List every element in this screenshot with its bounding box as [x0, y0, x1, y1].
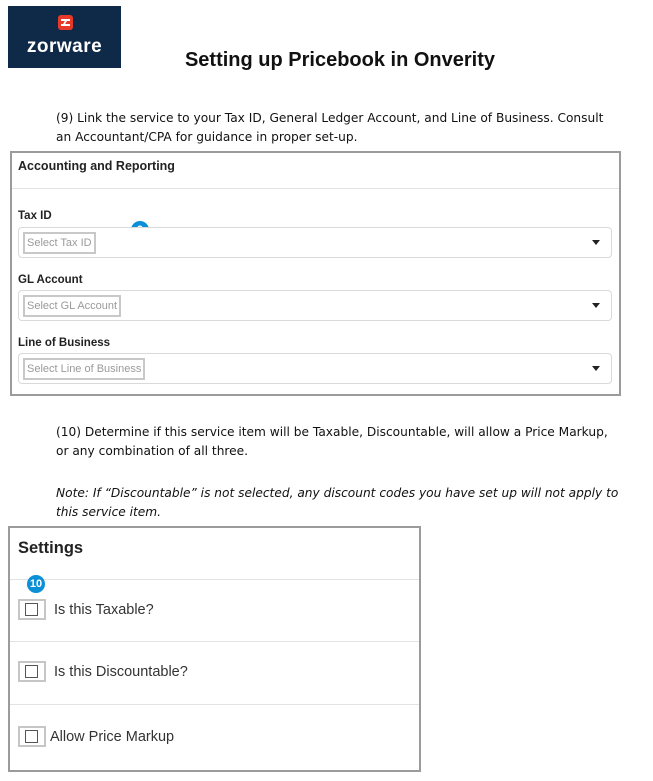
row-divider — [10, 704, 419, 705]
line-of-business-placeholder: Select Line of Business — [23, 358, 145, 380]
taxable-checkbox[interactable] — [18, 599, 46, 620]
tax-id-select[interactable] — [18, 227, 612, 258]
line-of-business-select[interactable] — [18, 353, 612, 384]
caret-down-icon[interactable] — [592, 366, 600, 371]
price-markup-label: Allow Price Markup — [50, 729, 175, 745]
taxable-label: Is this Taxable? — [54, 602, 154, 618]
row-divider — [10, 641, 419, 642]
discountable-label: Is this Discountable? — [54, 664, 188, 680]
gl-account-select[interactable] — [18, 290, 612, 321]
tax-id-label: Tax ID — [18, 210, 52, 222]
line-of-business-label: Line of Business — [18, 337, 111, 349]
checkbox-icon — [25, 730, 38, 743]
zorware-logo-icon — [58, 15, 73, 30]
accounting-heading: Accounting and Reporting — [12, 153, 619, 189]
document-title: Setting up Pricebook in Onverity — [184, 49, 496, 71]
step-9-instructions: (9) Link the service to your Tax ID, General Ledger Account, and Line of Business. Consult an Accountant/CPA for guidance in proper set-up. — [56, 111, 604, 144]
settings-panel — [8, 526, 421, 772]
accounting-reporting-panel — [10, 151, 621, 396]
settings-heading: Settings — [10, 528, 419, 580]
checkbox-icon — [25, 665, 38, 678]
checkbox-icon — [25, 603, 38, 616]
tax-id-placeholder: Select Tax ID — [23, 232, 96, 254]
zorware-logo — [8, 6, 121, 68]
caret-down-icon[interactable] — [592, 303, 600, 308]
gl-account-label: GL Account — [18, 274, 83, 286]
brand-name: zorware — [26, 36, 103, 57]
discountable-note: Note: If “Discountable” is not selected, any discount codes you have set up will not apply to this service item. — [56, 486, 619, 519]
caret-down-icon[interactable] — [592, 240, 600, 245]
gl-account-placeholder: Select GL Account — [23, 295, 121, 317]
step-10-badge: 10 — [27, 575, 45, 593]
step-10-instructions: (10) Determine if this service item will be Taxable, Discountable, will allow a Price Markup, or any combination of all three. — [56, 425, 608, 458]
discountable-checkbox[interactable] — [18, 661, 46, 682]
price-markup-checkbox[interactable] — [18, 726, 46, 747]
